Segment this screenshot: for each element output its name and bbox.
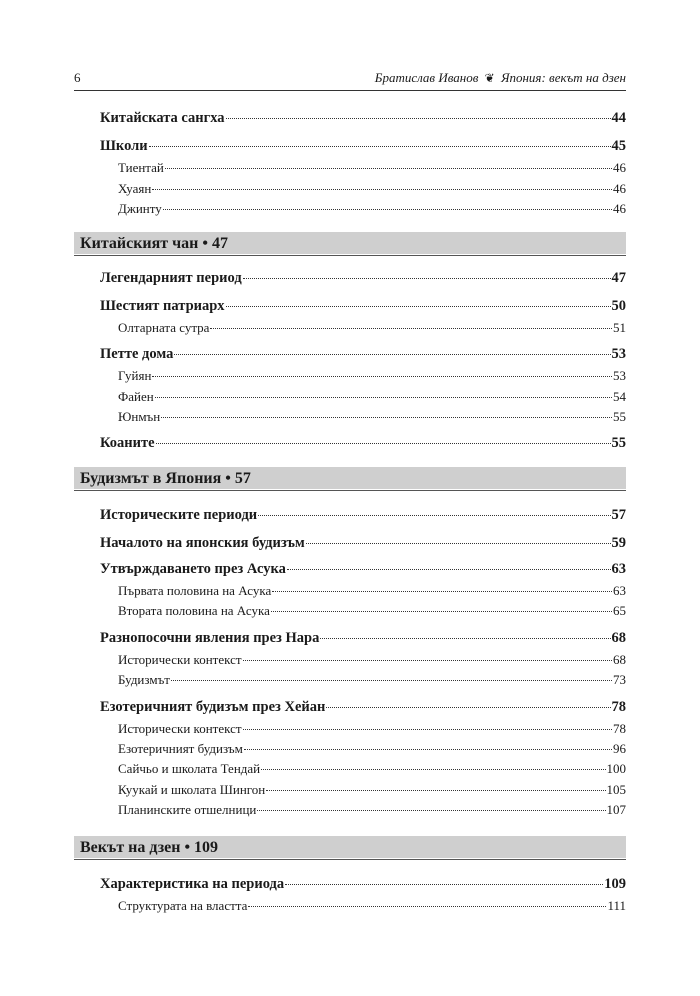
toc-entry-page: 46 (613, 201, 626, 216)
toc-entry-title: Сайчьо и школата Тендай (118, 761, 261, 776)
dot-leader (244, 736, 612, 750)
dot-leader (266, 777, 605, 791)
toc-entry-page: 107 (606, 802, 626, 817)
toc-entry-title: Легендарният период (100, 269, 242, 286)
dot-leader (285, 869, 603, 885)
toc-entry[interactable] (100, 695, 626, 716)
dot-leader (287, 554, 611, 570)
dot-leader (165, 155, 612, 169)
toc-entry-page: 78 (611, 698, 626, 715)
dot-leader (261, 756, 605, 770)
toc-entry[interactable] (100, 626, 626, 647)
toc-entry-page: 44 (611, 109, 626, 126)
fleuron-icon: ❦ (484, 71, 495, 85)
dot-leader (320, 623, 610, 639)
toc-subentry[interactable] (118, 601, 626, 619)
book-title: Япония: векът на дзен (500, 70, 626, 85)
toc-entry[interactable] (100, 106, 626, 127)
toc-subentry[interactable] (118, 199, 626, 217)
toc-entry-title: Езотеричният будизъм (118, 741, 243, 756)
toc-entry-title: Куукай и школата Шингон (118, 782, 266, 797)
dot-leader (152, 363, 612, 377)
toc-entry-page: 111 (607, 898, 626, 913)
toc-entry[interactable] (100, 342, 626, 363)
toc-subentry[interactable] (118, 719, 626, 737)
dot-leader (171, 667, 612, 681)
dot-leader (306, 528, 611, 544)
toc-entry-title: Началото на японския будизъм (100, 534, 305, 551)
toc-subentry[interactable] (118, 387, 626, 405)
toc-entry-title: Петте дома (100, 345, 174, 362)
toc-entry[interactable] (100, 294, 626, 315)
toc-entry-title: Първата половина на Асука (118, 583, 272, 598)
dot-leader (210, 315, 612, 329)
toc-entry-page: 59 (611, 534, 626, 551)
page-number: 6 (74, 70, 81, 85)
toc-entry-page: 45 (611, 137, 626, 154)
toc-entry-title: Гуйян (118, 368, 152, 383)
toc-entry-page: 105 (606, 782, 626, 797)
dot-leader (156, 428, 611, 444)
toc-entry-page: 100 (606, 761, 626, 776)
toc-entry-page: 63 (611, 560, 626, 577)
toc-entry-title: Характеристика на периода (100, 875, 285, 892)
toc-entry[interactable] (100, 557, 626, 578)
toc-subentry[interactable] (118, 407, 626, 425)
toc-entry-title: Историческите периоди (100, 506, 258, 523)
toc-subentry[interactable] (118, 896, 626, 914)
toc-entry-title: Шестият патриарх (100, 297, 225, 314)
toc-entry[interactable] (100, 503, 626, 524)
part-heading[interactable]: Векът на дзен • 109 (74, 836, 626, 858)
dot-leader (226, 103, 611, 119)
toc-entry-title: Езотеричният будизъм през Хейан (100, 698, 326, 715)
toc-entry-title: Файен (118, 389, 154, 404)
dot-leader (243, 716, 612, 730)
toc-entry-title: Хуаян (118, 181, 152, 196)
toc-subentry[interactable] (118, 739, 626, 757)
toc-entry-page: 57 (611, 506, 626, 523)
author-name: Братислав Иванов (374, 70, 479, 85)
toc-entry-title: Китайската сангха (100, 109, 225, 126)
toc-entry[interactable] (100, 134, 626, 155)
toc-entry-page: 55 (611, 434, 626, 451)
dot-leader (258, 500, 610, 516)
toc-subentry[interactable] (118, 581, 626, 599)
toc-entry-title: Олтарната сутра (118, 320, 210, 335)
toc-entry-title: Планинските отшелници (118, 802, 257, 817)
toc-subentry[interactable] (118, 179, 626, 197)
toc-entry[interactable] (100, 266, 626, 287)
toc-entry[interactable] (100, 531, 626, 552)
dot-leader (163, 196, 612, 210)
dot-leader (149, 131, 611, 147)
dot-leader (161, 404, 612, 418)
toc-subentry[interactable] (118, 780, 626, 798)
part-heading[interactable]: Будизмът в Япония • 57 (74, 467, 626, 489)
toc-entry-title: Будизмът (118, 672, 170, 687)
toc-entry-page: 50 (611, 297, 626, 314)
dot-leader (326, 692, 610, 708)
toc-subentry[interactable] (118, 759, 626, 777)
toc-entry-title: Тиентай (118, 160, 164, 175)
toc-entry-title: Джинту (118, 201, 162, 216)
dot-leader (226, 291, 611, 307)
toc-entry-page: 96 (613, 741, 626, 756)
toc-entry-page: 63 (613, 583, 626, 598)
toc-subentry[interactable] (118, 650, 626, 668)
dot-leader (155, 384, 612, 398)
toc-entry-title: Структурата на властта (118, 898, 248, 913)
toc-entry-page: 46 (613, 181, 626, 196)
toc-entry-page: 78 (613, 721, 626, 736)
toc-entry-title: Исторически контекст (118, 721, 242, 736)
running-header (74, 70, 626, 91)
part-heading[interactable]: Китайският чан • 47 (74, 232, 626, 254)
header-right (375, 70, 626, 86)
dot-leader (152, 176, 612, 190)
toc-entry-page: 46 (613, 160, 626, 175)
toc-entry-page: 109 (604, 875, 626, 892)
toc-entry-page: 68 (613, 652, 626, 667)
toc-entry[interactable] (100, 872, 626, 893)
part-rule (74, 255, 626, 256)
toc-subentry[interactable] (118, 366, 626, 384)
toc-entry-page: 53 (611, 345, 626, 362)
dot-leader (243, 263, 611, 279)
part-rule (74, 859, 626, 860)
toc-entry-page: 65 (613, 603, 626, 618)
dot-leader (257, 797, 605, 811)
toc-subentry[interactable] (118, 800, 626, 818)
toc-entry-title: Школи (100, 137, 148, 154)
toc-subentry[interactable] (118, 158, 626, 176)
toc-entry-page: 54 (613, 389, 626, 404)
part-rule (74, 490, 626, 491)
toc-entry-title: Исторически контекст (118, 652, 242, 667)
toc-subentry[interactable] (118, 670, 626, 688)
dot-leader (243, 647, 612, 661)
toc-entry-page: 73 (613, 672, 626, 687)
toc-entry-title: Втората половина на Асука (118, 603, 270, 618)
toc-entry-title: Юнмън (118, 409, 161, 424)
toc-entry-title: Разнопосочни явления през Нара (100, 629, 320, 646)
dot-leader (271, 598, 612, 612)
toc-entry[interactable] (100, 431, 626, 452)
toc-subentry[interactable] (118, 318, 626, 336)
toc-entry-page: 68 (611, 629, 626, 646)
toc-entry-title: Коаните (100, 434, 155, 451)
toc-entry-title: Утвърждаването през Асука (100, 560, 286, 577)
dot-leader (174, 339, 610, 355)
toc-entry-page: 53 (613, 368, 626, 383)
dot-leader (248, 893, 606, 907)
toc-entry-page: 55 (613, 409, 626, 424)
dot-leader (272, 578, 612, 592)
toc-entry-page: 51 (613, 320, 626, 335)
toc-entry-page: 47 (611, 269, 626, 286)
